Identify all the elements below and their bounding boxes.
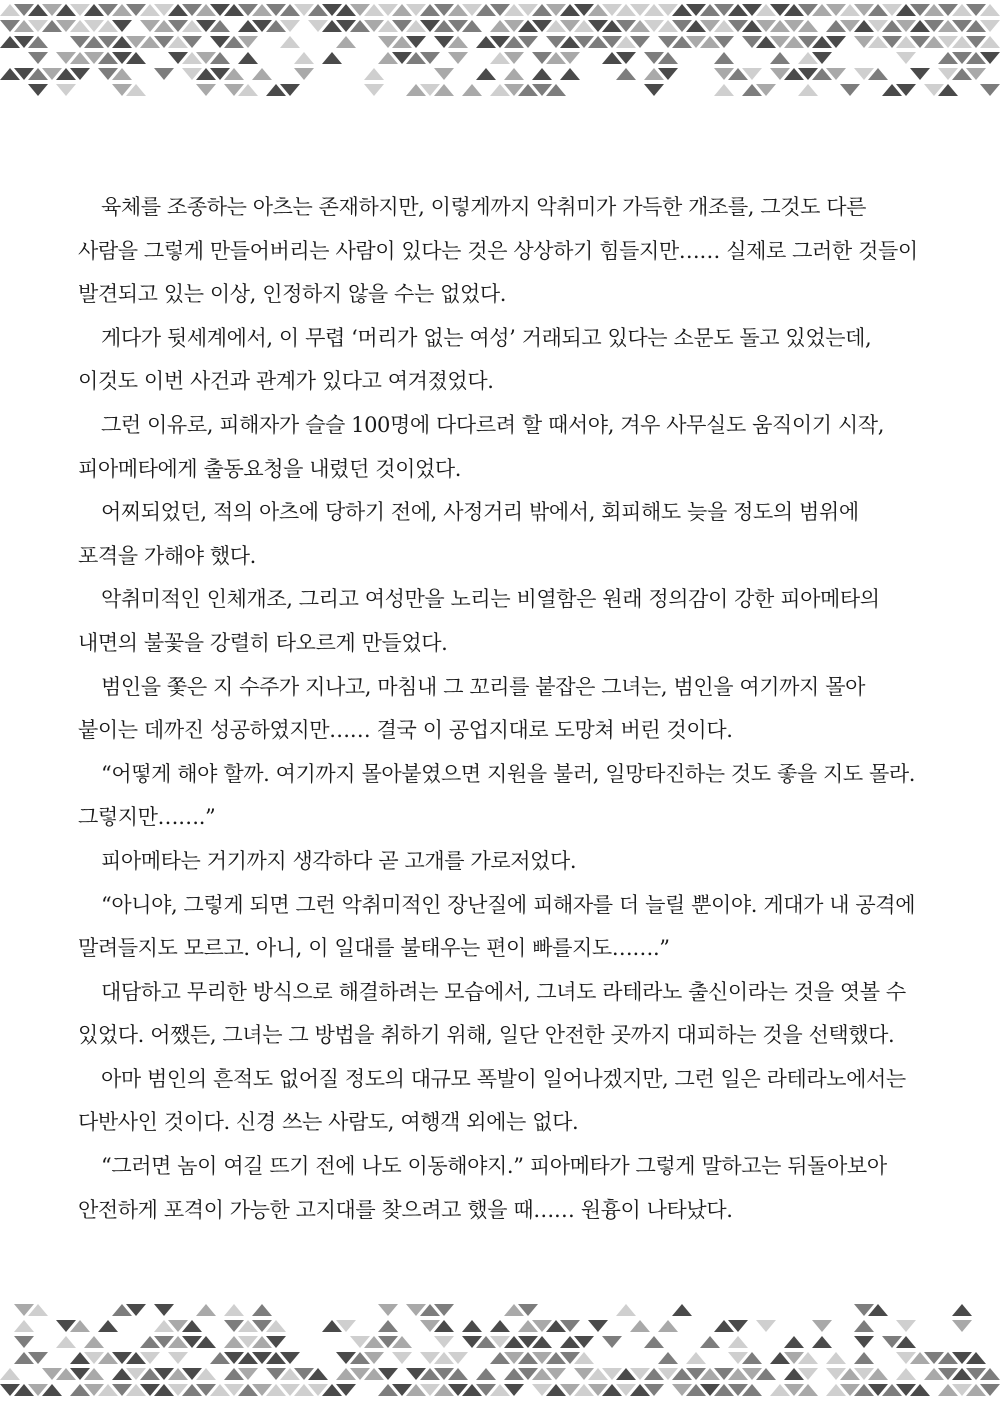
triangle-ornament [952,1304,972,1316]
text-line: 이것도 이번 사건과 관계가 있다고 여겨졌었다. [78,369,494,394]
triangle-ornament [812,1336,832,1348]
paragraph-8 [78,840,950,884]
triangle-ornament [154,1304,174,1316]
paragraph-3 [78,404,950,491]
triangle-ornament [602,1336,622,1348]
text-line: 붙이는 데까진 성공하였지만…… 결국 이 공업지대로 도망쳐 버린 것이다. [78,718,733,743]
triangle-ornament [714,84,734,96]
triangle-ornament [644,84,664,96]
triangle-ornament [854,1336,874,1348]
triangle-ornament [686,1352,706,1364]
triangle-ornament [476,1368,496,1380]
triangle-ornament [952,1320,972,1332]
triangle-ornament [854,1352,874,1364]
triangle-pattern-bottom [0,1300,1000,1412]
triangle-ornament [252,68,272,80]
text-line: 포격을 가해야 했다. [78,543,256,568]
triangle-ornament [392,1352,412,1364]
triangle-pattern-top [0,0,1000,110]
text-line: 다반사인 것이다. 신경 쓰는 사람도, 여행객 외에는 없다. [78,1110,579,1135]
paragraph-12 [78,1145,950,1232]
triangle-ornament [434,68,454,80]
paragraph-7 [78,753,950,840]
paragraph-6 [78,666,950,753]
body-text [78,186,950,1232]
triangle-ornament [56,84,76,96]
triangle-ornament [588,1320,608,1332]
triangle-ornament [644,1336,664,1348]
text-line: 육체를 조종하는 아츠는 존재하지만, 이렇게까지 악취미가 가득한 개조를, 그것도 다른 [101,195,867,219]
triangle-ornament [770,52,790,64]
text-line: 피아메타는 거기까지 생각하다 곧 고개를 가로저었다. [101,848,577,873]
triangle-ornament [28,52,48,64]
triangle-ornament [826,1352,846,1364]
paragraph-10 [78,971,950,1058]
triangle-ornament [784,1336,804,1348]
triangle-ornament [700,1336,720,1348]
triangle-ornament [490,1320,510,1332]
triangle-ornament [434,1336,454,1348]
triangle-ornament [896,1320,916,1332]
text-line: 사람을 그렇게 만들어버리는 사람이 있다는 것은 상상하기 힘들지만…… 실제로 그러한 것들이 [78,238,918,263]
triangle-ornament [812,1320,832,1332]
triangle-ornament [364,68,384,80]
triangle-ornament [476,68,496,80]
triangle-ornament [714,52,734,64]
triangle-ornament [196,1304,216,1316]
triangle-ornament [658,1352,678,1364]
paragraph-2 [78,317,950,404]
triangle-ornament [896,52,916,64]
text-line: 안전하게 포격이 가능한 고지대를 찾으려고 했을 때…… 원흉이 나타났다. [78,1197,733,1222]
triangle-ornament [84,1336,104,1348]
triangle-ornament [896,1368,916,1380]
paragraph-5 [78,578,950,665]
triangle-ornament [56,1336,76,1348]
triangle-ornament [980,84,1000,96]
text-line: 그렇지만…….” [78,805,216,830]
triangle-ornament [0,1368,20,1380]
triangle-ornament [252,1304,272,1316]
text-line: 있었다. 어쨌든, 그녀는 그 방법을 취하기 위해, 일단 안전한 곳까지 대피하는 것을 선택했다. [78,1023,895,1048]
paragraph-9 [78,884,950,971]
triangle-ornament [280,36,300,48]
text-line: 아마 범인의 흔적도 없어질 정도의 대규모 폭발이 일어나겠지만, 그런 일은 라테라노에서는 [101,1066,906,1091]
text-line: 악취미적인 인체개조, 그리고 여성만을 노리는 비열함은 원래 정의감이 강한 피아메타의 [101,587,880,612]
triangle-ornament [28,84,48,96]
triangle-ornament [294,68,314,80]
triangle-ornament [854,1320,874,1332]
text-line: 대담하고 무리한 방식으로 해결하려는 모습에서, 그녀도 라테라노 출신이라는 것을 엿볼 수 [101,979,906,1004]
triangle-ornament [910,68,930,80]
triangle-ornament [798,84,818,96]
triangle-ornament [840,84,860,96]
text-line: 내면의 불꽃을 강렬히 타오르게 만들었다. [78,630,448,655]
triangle-ornament [322,52,342,64]
text-line: 범인을 쫓은 지 수주가 지나고, 마침내 그 꼬리를 붙잡은 그녀는, 범인을 여기까지 몰아 [101,674,865,699]
triangle-ornament [14,1336,34,1348]
triangle-ornament [728,1336,748,1348]
triangle-ornament [294,52,314,64]
top-triangle-border [0,0,1000,110]
text-line: 말려들지도 모르고. 아니, 이 일대를 불태우는 편이 빠를지도…….” [78,936,670,961]
triangle-ornament [364,84,384,96]
text-line: 그런 이유로, 피해자가 슬슬 100명에 다다르려 할 때서야, 겨우 사무실도 움직이기 시작, [101,412,884,437]
text-line: 피아메타에게 출동요청을 내렸던 것이었다. [78,456,462,481]
triangle-ornament [196,84,216,96]
triangle-ornament [616,1304,636,1316]
bottom-triangle-border [0,1300,1000,1412]
text-line: 어찌되었던, 적의 아츠에 당하기 전에, 사정거리 밖에서, 회피해도 늦을 정도의 범위에 [101,500,859,525]
triangle-ornament [378,1304,398,1316]
triangle-ornament [630,1320,650,1332]
triangle-ornament [560,68,580,80]
triangle-ornament [378,1320,398,1332]
paragraph-1 [78,186,950,317]
triangle-ornament [98,1320,118,1332]
triangle-ornament [238,52,258,64]
triangle-ornament [616,68,636,80]
triangle-ornament [14,1320,34,1332]
triangle-ornament [224,1304,244,1316]
triangle-ornament [756,1320,776,1332]
paragraph-11 [78,1058,950,1145]
triangle-ornament [336,36,356,48]
triangle-ornament [462,84,482,96]
triangle-ornament [658,1320,678,1332]
triangle-ornament [532,68,552,80]
text-line: “어떻게 해야 할까. 여기까지 몰아붙였으면 지원을 불러, 일망타진하는 것도 좋을 지도 몰라. [101,761,916,786]
triangle-ornament [462,1320,482,1332]
triangle-ornament [154,68,174,80]
text-line: “그러면 놈이 여길 뜨기 전에 나도 이동해야지.” 피아메타가 그렇게 말하고는 뒤돌아보아 [101,1154,887,1179]
paragraph-4 [78,491,950,578]
triangle-ornament [448,52,468,64]
text-line: “아니야, 그렇게 되면 그런 악취미적인 장난질에 피해자를 더 늘릴 뿐이야. 게대가 내 공격에 [101,892,916,917]
text-line: 게다가 뒷세계에서, 이 무렵 ‘머리가 없는 여성’ 거래되고 있다는 소문도 돌고 있었는데, [101,325,872,350]
triangle-ornament [168,1352,188,1364]
triangle-ornament [504,68,524,80]
triangle-ornament [672,1304,692,1316]
text-line: 발견되고 있는 이상, 인정하지 않을 수는 없었다. [78,282,507,307]
